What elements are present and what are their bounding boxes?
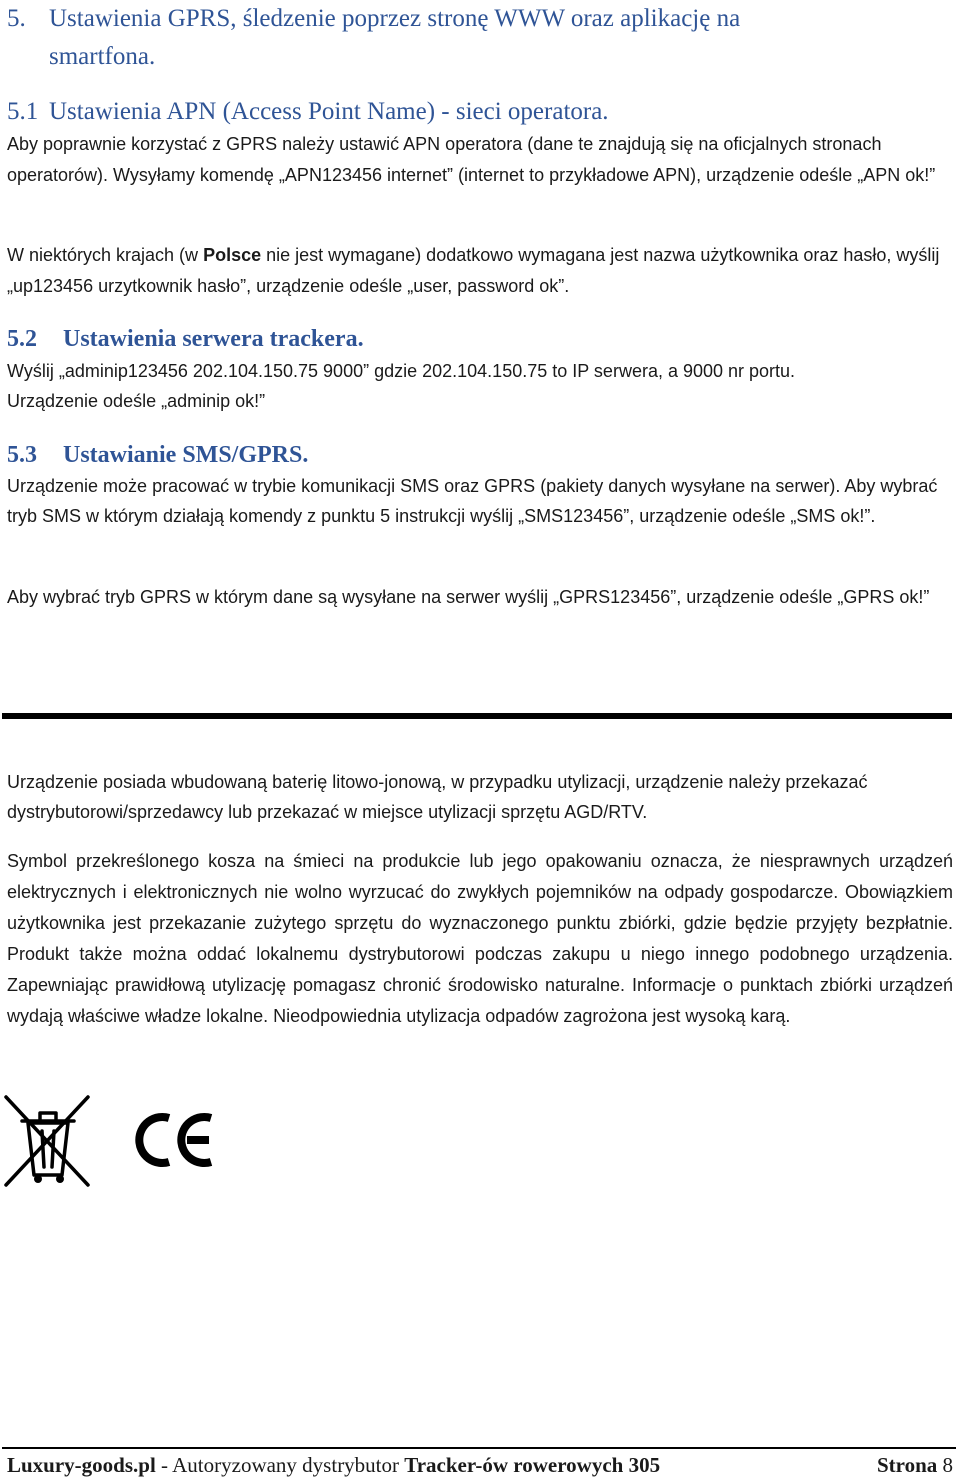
section-5-2-heading (7, 324, 953, 354)
footer-divider (2, 1447, 956, 1449)
section-number: 5. (7, 5, 26, 32)
section-title: Ustawienia APN (Access Point Name) - sieci operatora. (49, 98, 609, 125)
footer-product: Tracker-ów rowerowych 305 (404, 1453, 661, 1477)
weee-paragraph: Symbol przekreślonego kosza na śmieci na produkcie lub jego opakowaniu oznacza, że niesprawnych urządzeń elektrycznych i elektronicznych nie wolno wyrzucać do zwykłych pojemników na odpady gospodarcze. Obowiązkiem użytkownika jest przekazanie zużytego sprzętu do wyznaczonego punktu zbiórki, gdzie będzie przyjęty bezpłatnie. Produkt także można oddać lokalnemu dystrybutorowi podczas zakupu u niego innego podobnego urządzenia. Zapewniając prawidłową utylizację pomagasz chronić środowisko naturalne. Informacje o punktach zbiórki urządzeń wydają właściwe władze lokalne. Nieodpowiednia utylizacja odpadów zagrożona jest wysoką karą. (7, 851, 953, 1026)
apn-paragraph: Aby poprawnie korzystać z GPRS należy ustawić APN operatora (dane te znajdują się na oficjalnych stronach operatorów). Wysyłamy komendę „APN123456 internet” (internet to przykładowe APN), urządzenie odeśle „APN ok!” (7, 134, 936, 185)
section-5-heading (7, 0, 953, 76)
battery-disposal-paragraph: Urządzenie posiada wbudowaną baterię litowo-jonową, w przypadku utylizacji, urządzenie należy przekazać dystrybutorowi/sprzedawcy lub przekazać w miejsce utylizacji sprzętu AGD/RTV. (7, 772, 868, 822)
section-title: Ustawianie SMS/GPRS. (63, 442, 309, 468)
page-footer (7, 1452, 953, 1478)
country-emphasis: Polsce (203, 245, 262, 265)
server-reply-line: Urządzenie odeśle „adminip ok!” (7, 391, 266, 411)
page-number: Strona 8 (876, 1453, 953, 1477)
apn-auth-paragraph: W niektórych krajach (w Polsce nie jest wymagane) dodatkowo wymagana jest nazwa użytkownika oraz hasło, wyślij „up123456 urzytkownik hasło”, urządzenie odeśle „user, password ok”. (7, 245, 940, 296)
section-divider (2, 713, 952, 719)
footer-tagline: - Autoryzowany dystrybutor (155, 1453, 405, 1477)
section-5-3-heading (7, 440, 953, 470)
crossed-out-bin-icon (4, 1095, 90, 1187)
section-number: 5.2 (7, 326, 37, 352)
server-command-line: Wyślij „adminip123456 202.104.150.75 9000” gdzie 202.104.150.75 to IP serwera, a 9000 nr portu. (7, 361, 796, 381)
gprs-mode-paragraph: Aby wybrać tryb GPRS w którym dane są wysyłane na serwer wyślij „GPRS123456”, urządzenie odeśle „GPRS ok!” (7, 587, 930, 607)
section-number: 5.1 (7, 98, 39, 125)
section-title-line2: smartfona. (49, 43, 156, 70)
sms-mode-paragraph: Urządzenie może pracować w trybie komunikacji SMS oraz GPRS (pakiety danych wysyłane na serwer). Aby wybrać tryb SMS w którym działają komendy z punktu 5 instrukcji wyślij „SMS123456”, urządzenie odeśle „SMS ok!”. (7, 476, 938, 526)
ce-mark-icon (135, 1110, 215, 1170)
footer-site: Luxury-goods.pl (7, 1453, 156, 1477)
section-title-line1: Ustawienia GPRS, śledzenie poprzez stronę WWW oraz aplikację na (49, 5, 741, 32)
section-title: Ustawienia serwera trackera. (63, 326, 364, 352)
section-5-1-heading (7, 93, 953, 131)
section-number: 5.3 (7, 442, 37, 468)
